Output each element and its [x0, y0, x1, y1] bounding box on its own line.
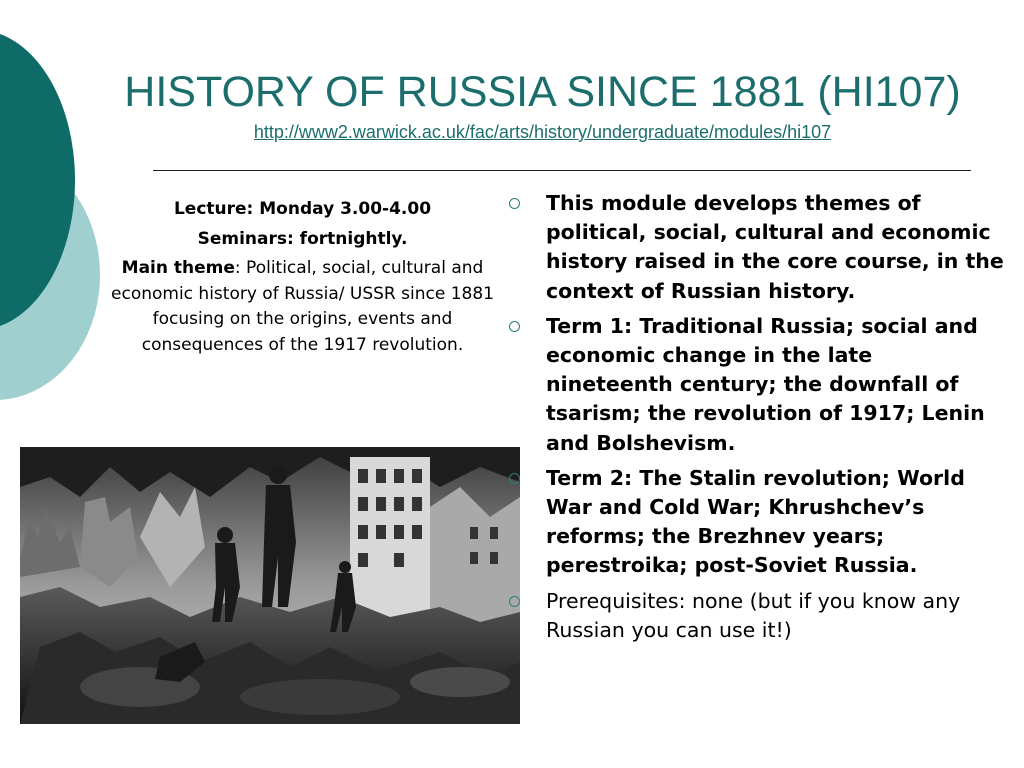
bullet-item [505, 587, 1005, 645]
bullet-circle-icon [509, 198, 520, 209]
bullet-text: Term 2: The Stalin revolution; World War and Cold War; Khrushchev’s reforms; the Brezhnev years; perestroika; post-Soviet Russia. [546, 465, 965, 578]
lecture-time: Lecture: Monday 3.00-4.00 [173, 199, 432, 219]
war-ruins-photo [20, 447, 520, 724]
title-divider [153, 170, 971, 171]
bullet-text: This module develops themes of political, social, cultural and economic history raised in the core course, in the context of Russian history. [546, 191, 1004, 303]
bullet-circle-icon [509, 321, 520, 332]
bullet-item [505, 189, 1005, 306]
bullet-text: Term 1: Traditional Russia; social and economic change in the late nineteenth century; the downfall of tsarism; the revolution of 1917; Lenin and Bolshevism. [546, 313, 985, 455]
module-bullet-list [505, 189, 1005, 651]
bullet-item [505, 464, 1005, 581]
main-theme-text: : Political, social, cultural and economic history of Russia/ USSR since 1881 focusing on the origins, events and consequences of the 1917 revolution. [111, 258, 494, 355]
main-theme-label: Main theme [121, 258, 235, 278]
module-info [105, 197, 500, 358]
bullet-circle-icon [509, 473, 520, 484]
main-theme [105, 256, 500, 358]
bullet-circle-icon [509, 596, 520, 607]
war-ruins-illustration [20, 447, 520, 724]
seminar-frequency: Seminars: fortnightly. [197, 228, 408, 249]
bullet-item [505, 312, 1005, 458]
module-url-link[interactable]: http://www2.warwick.ac.uk/fac/arts/history/undergraduate/modules/hi107 [253, 122, 832, 142]
slide-title: HISTORY OF RUSSIA SINCE 1881 (HI107) [124, 68, 961, 116]
bullet-text: Prerequisites: none (but if you know any Russian you can use it!) [546, 588, 961, 642]
